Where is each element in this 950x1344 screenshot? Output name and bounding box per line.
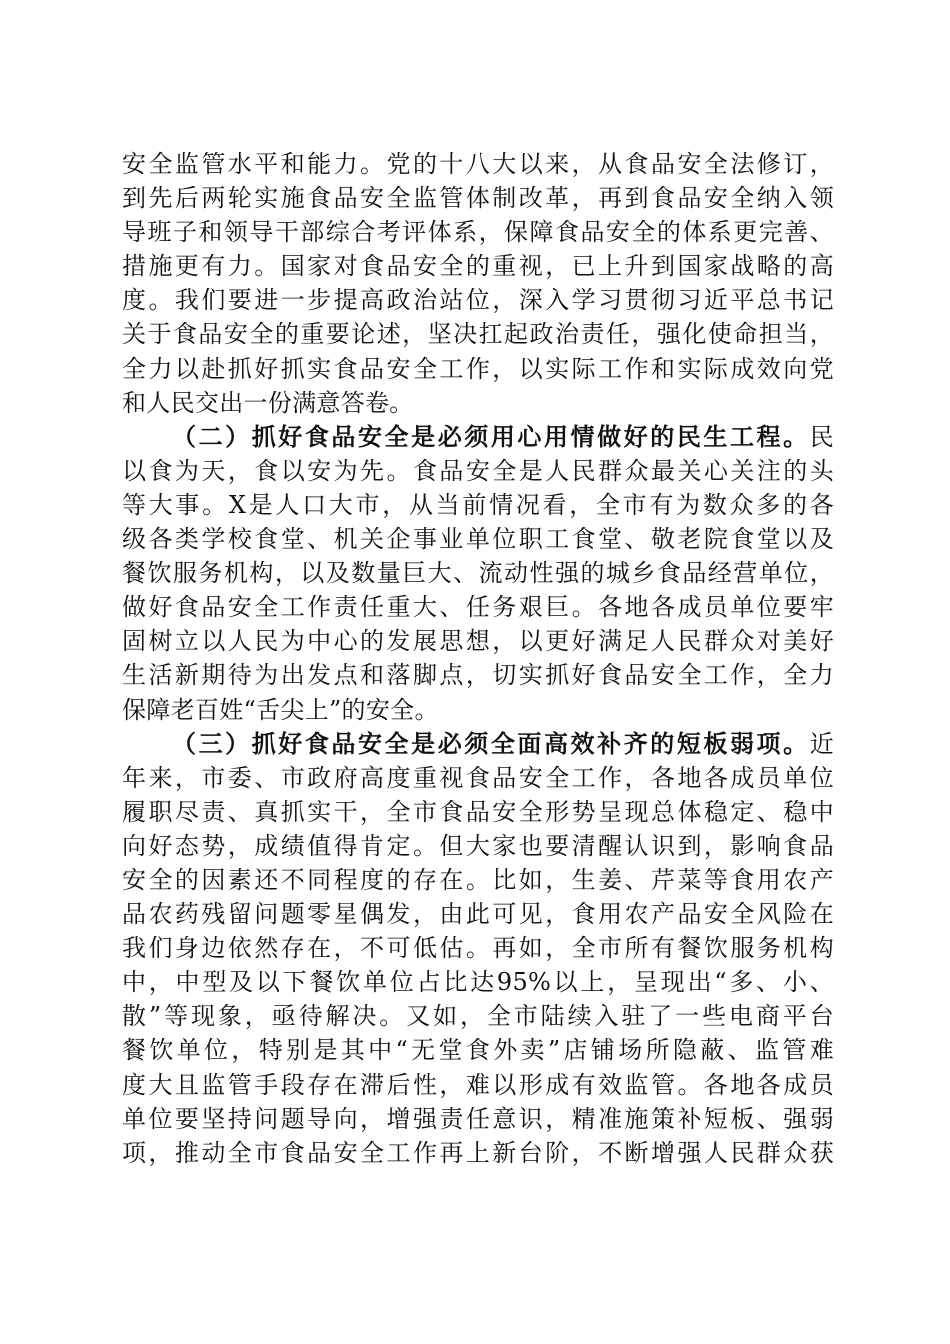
para3-heading: （三）抓好食品安全是必须全面高效补齐的短板弱项。 — [172, 728, 810, 758]
para3-line: 餐饮单位，特别是其中“无堂食外卖”店铺场所隐蔽、监管难 — [122, 1036, 834, 1065]
para3-line: 我们身边依然存在，不可低估。再如，全市所有餐饮服务机构 — [122, 934, 834, 963]
para3-line: 单位要坚持问题导向，增强责任意识，精准施策补短板、强弱 — [122, 1104, 834, 1133]
para3-line: 向好态势，成绩值得肯定。但大家也要清醒认识到，影响食品 — [122, 831, 834, 860]
para2-line: 等大事。X是人口大市，从当前情况看，全市有为数众多的各 — [122, 490, 834, 519]
para2-line: 级各类学校食堂、机关企事业单位职工食堂、敬老院食堂以及 — [122, 525, 834, 554]
para1-line: 度。我们要进一步提高政治站位，深入学习贯彻习近平总书记 — [122, 286, 834, 315]
para1-line: 关于食品安全的重要论述，坚决扛起政治责任，强化使命担当， — [122, 320, 834, 349]
para1-line: 安全监管水平和能力。党的十八大以来，从食品安全法修订， — [122, 150, 834, 178]
para2-line: 做好食品安全工作责任重大、任务艰巨。各地各成员单位要牢 — [122, 593, 834, 622]
para2-line: 生活新期待为出发点和落脚点，切实抓好食品安全工作，全力 — [122, 661, 834, 690]
para1-line: 措施更有力。国家对食品安全的重视，已上升到国家战略的高 — [122, 252, 834, 281]
para3-line: 中，中型及以下餐饮单位占比达95%以上，呈现出“多、小、 — [122, 968, 834, 997]
para2-line: 餐饮服务机构，以及数量巨大、流动性强的城乡食品经营单位， — [122, 559, 834, 588]
para3-first-line — [122, 727, 834, 761]
para2-line: 以食为天，食以安为先。食品安全是人民群众最关心关注的头 — [122, 456, 834, 485]
para3-first-rest: 近 — [809, 729, 834, 758]
para2-first-rest: 民 — [809, 422, 834, 451]
para3-line: 年来，市委、市政府高度重视食品安全工作，各地各成员单位 — [122, 763, 834, 792]
para1-line: 和人民交出一份满意答卷。 — [122, 388, 414, 417]
para1-line: 导班子和领导干部综合考评体系，保障食品安全的体系更完善、 — [122, 218, 834, 247]
para3-line: 度大且监管手段存在滞后性，难以形成有效监管。各地各成员 — [122, 1070, 834, 1099]
para2-heading: （二）抓好食品安全是必须用心用情做好的民生工程。 — [172, 421, 810, 451]
document-body — [122, 147, 834, 1170]
para2-first-line — [122, 420, 834, 454]
para3-line: 安全的因素还不同程度的存在。比如，生姜、芹菜等食用农产 — [122, 865, 834, 894]
para3-line: 品农药残留问题零星偶发，由此可见，食用农产品安全风险在 — [122, 900, 834, 929]
para1-line: 到先后两轮实施食品安全监管体制改革，再到食品安全纳入领 — [122, 184, 834, 213]
para2-line: 保障老百姓“舌尖上”的安全。 — [122, 695, 439, 724]
para2-line: 固树立以人民为中心的发展思想，以更好满足人民群众对美好 — [122, 627, 834, 656]
para1-line: 全力以赴抓好抓实食品安全工作，以实际工作和实际成效向党 — [122, 354, 834, 383]
para3-line: 履职尽责、真抓实干，全市食品安全形势呈现总体稳定、稳中 — [122, 797, 834, 826]
para3-line: 散”等现象，亟待解决。又如，全市陆续入驻了一些电商平台 — [122, 1002, 834, 1031]
para3-line: 项，推动全市食品安全工作再上新台阶，不断增强人民群众获 — [122, 1138, 834, 1167]
